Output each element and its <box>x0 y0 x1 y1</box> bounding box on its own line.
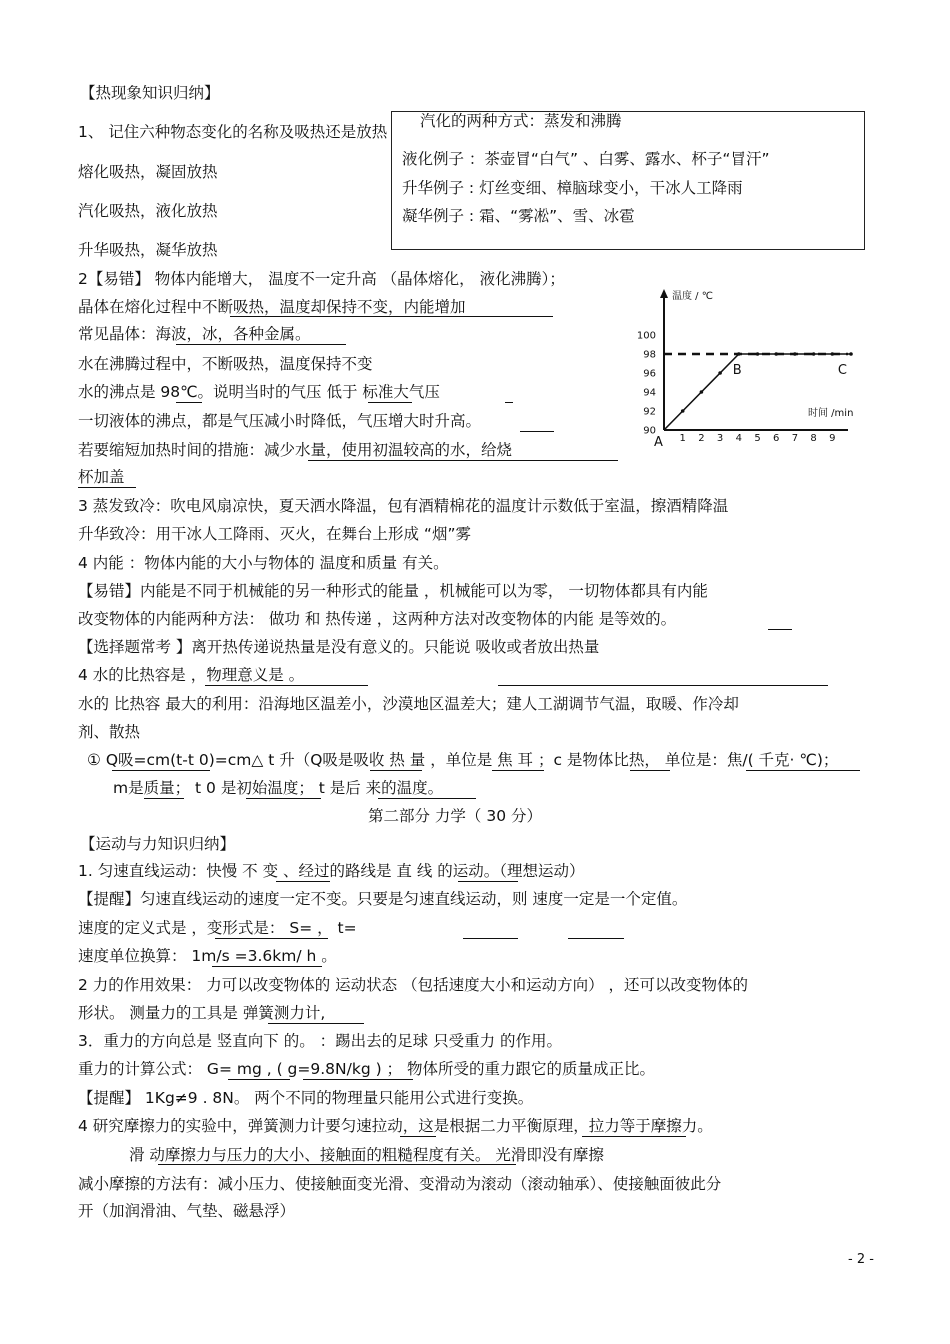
underline <box>176 344 346 345</box>
underline <box>370 770 422 771</box>
data-point <box>849 352 853 356</box>
data-point <box>681 409 685 413</box>
y-tick-label: 100 <box>636 330 656 342</box>
text-line: 形状。 测量力的工具是 弹簧测力计, <box>78 1004 326 1022</box>
page-number: - 2 - <box>848 1252 874 1267</box>
box-row-liquefaction: 液化例子 ：茶壶冒“白气” 、白雾、露水、杯子“冒汗” <box>402 150 770 168</box>
y-axis-arrow <box>660 289 668 298</box>
underline <box>215 938 328 939</box>
text-line: 【热现象知识归纳】 <box>80 84 220 102</box>
text-line: 常见晶体：海波，冰，各种金属。 <box>78 325 311 343</box>
box-row-desublimation: 凝华例子 : 霜、“雾凇”、雪、冰雹 <box>402 207 635 225</box>
text-line: 3 蒸发致冷：吹电风扇凉快，夏天洒水降温，包有酒精棉花的温度计示数低于室温，擦酒精降温 <box>78 497 729 515</box>
underline <box>246 798 321 799</box>
text-line: 1、 记住六种物态变化的名称及吸热还是放热 <box>78 123 388 141</box>
text-line: 2 力的作用效果： 力可以改变物体的 运动状态 （包括速度大小和运动方向） ，还可以改变物体的 <box>78 976 748 994</box>
text-line: 4 内能 ：物体内能的大小与物体的 温度和质量 有关。 <box>78 554 449 572</box>
x-tick-label: 4 <box>735 433 742 444</box>
text-line: 【提醒】 1Kg≠9 . 8N。 两个不同的物理量只能用公式进行变换。 <box>78 1089 534 1107</box>
x-axis-label: 时间 /min <box>808 408 854 419</box>
text-line: 第二部分 力学（ 30 分） <box>368 807 543 825</box>
data-point <box>756 352 760 356</box>
x-tick-label: 9 <box>829 433 836 444</box>
text-line: 水的 比热容 最大的利用：沿海地区温差小，沙漠地区温差大；建人工湖调节气温，取暖、作冷却 <box>78 695 739 713</box>
underline <box>568 938 624 939</box>
underline <box>498 685 828 686</box>
underline <box>205 685 368 686</box>
y-tick-label: 98 <box>643 349 656 361</box>
text-line: 速度的定义式是 ，变形式是： S= ， t= <box>78 919 357 937</box>
text-line: ① Q吸=cm(t-t 0)=cm△ t 升（Q吸是吸收 热 量 ，单位是 焦 耳 ；c 是物体比热， 单位是：焦/( 千克· ℃)； <box>87 751 839 769</box>
text-line: 开（加润滑油、气垫、磁悬浮） <box>78 1202 296 1220</box>
data-point <box>700 390 704 394</box>
x-tick-label: 6 <box>773 433 780 444</box>
data-point <box>793 352 797 356</box>
y-tick-label: 92 <box>643 406 656 418</box>
underline <box>458 881 518 882</box>
text-line: 速度单位换算： 1m/s =3.6km/ h 。 <box>78 947 337 965</box>
underline <box>505 402 513 403</box>
text-line: 水的沸点是 98℃。说明当时的气压 低于 标准大气压 <box>78 383 440 401</box>
text-line: m是质量； t 0 是初始温度； t 是后 来的温度。 <box>113 779 444 797</box>
x-tick-label: 3 <box>716 433 724 444</box>
underline <box>212 966 322 967</box>
box-row-sublimation: 升华例子 : 灯丝变细、樟脑球变小，干冰人工降雨 <box>402 179 743 197</box>
underline <box>492 770 544 771</box>
point-label-a: A <box>654 435 663 450</box>
underline <box>582 1136 686 1137</box>
text-line: 重力的计算公式： G= mg , ( g=9.8N/kg ) ； 物体所受的重力跟它的质量成正比。 <box>78 1060 655 1078</box>
underline <box>303 1079 413 1080</box>
text-line: 熔化吸热，凝固放热 <box>78 163 218 181</box>
underline <box>78 487 136 488</box>
text-line: 4 水的比热容是 ，物理意义是 。 <box>78 666 305 684</box>
text-line: 减小摩擦的方法有：减小压力、使接触面变光滑、变滑动为滚动（滚动轴承）、使接触面彼此分 <box>78 1175 722 1193</box>
text-line: 滑 动摩擦力与压力的大小、接触面的粗糙程度有关。 光滑即没有摩擦 <box>129 1146 604 1164</box>
underline <box>144 798 184 799</box>
text-line: 升华吸热，凝华放热 <box>78 241 218 259</box>
underline <box>520 431 554 432</box>
x-tick-label: 7 <box>791 433 799 444</box>
y-tick-label: 90 <box>643 425 656 437</box>
data-point <box>718 371 722 375</box>
text-line: 晶体在熔化过程中不断吸热，温度却保持不变，内能增加 <box>78 298 466 316</box>
data-point <box>831 352 835 356</box>
text-line: 汽化吸热，液化放热 <box>78 202 218 220</box>
text-line: 3．重力的方向总是 竖直向下 的。 ：踢出去的足球 只受重力 的作用。 <box>78 1032 562 1050</box>
boiling-temperature-chart <box>636 282 862 458</box>
text-line: 升华致冷：用干冰人工降雨、灭火，在舞台上形成 “烟”雾 <box>78 525 471 543</box>
underline <box>746 770 860 771</box>
text-line: 杯加盖 <box>78 468 125 486</box>
underline <box>630 770 670 771</box>
underline <box>400 1136 436 1137</box>
x-tick-label: 5 <box>754 433 761 444</box>
point-label-b: B <box>732 363 742 378</box>
x-tick-label: 8 <box>810 433 817 444</box>
underline <box>768 629 792 630</box>
state-change-examples-box <box>391 111 865 250</box>
x-tick-label: 1 <box>679 433 686 444</box>
text-line: 改变物体的内能两种方法： 做功 和 热传递 ，这两种方法对改变物体的内能 是等效的。 <box>78 610 677 628</box>
y-tick-label: 96 <box>643 368 656 380</box>
text-line: 2【易错】 物体内能增大， 温度不一定升高 （晶体熔化， 液化沸腾）； <box>78 270 565 288</box>
point-label-c: C <box>837 363 847 378</box>
underline <box>228 1079 290 1080</box>
data-point <box>812 352 816 356</box>
text-line: 若要缩短加热时间的措施：减少水量，使用初温较高的水，给烧 <box>78 441 513 459</box>
text-line: 4 研究摩擦力的实验中，弹簧测力计要匀速拉动，这是根据二力平衡原理，拉力等于摩擦力。 <box>78 1117 713 1135</box>
text-line: 【运动与力知识归纳】 <box>80 835 236 853</box>
text-line: 【提醒】匀速直线运动的速度一定不变。只要是匀速直线运动，则 速度一定是一个定值。 <box>78 890 688 908</box>
underline <box>276 881 330 882</box>
data-point <box>737 352 741 356</box>
text-line: 剂、散热 <box>78 723 141 741</box>
y-tick-label: 94 <box>643 387 656 399</box>
underline <box>308 460 618 461</box>
box-title: 汽化的两种方式：蒸发和沸腾 <box>420 112 622 130</box>
text-line: 【选择题常考 】离开热传递说热量是没有意义的。只能说 吸收或者放出热量 <box>78 638 600 656</box>
data-point <box>774 352 778 356</box>
underline <box>368 402 412 403</box>
x-tick-label: 2 <box>698 433 705 444</box>
underline <box>378 798 476 799</box>
underline <box>268 1023 364 1024</box>
text-line: 水在沸腾过程中，不断吸热，温度保持不变 <box>78 355 373 373</box>
underline <box>176 402 202 403</box>
y-axis-label: 温度 / ℃ <box>672 291 713 302</box>
text-line: 1. 匀速直线运动：快慢 不 变 、经过的路线是 直 线 的运动。（理想运动） <box>78 862 585 880</box>
text-line: 【易错】内能是不同于机械能的另一种形式的能量 ，机械能可以为零， 一切物体都具有内能 <box>78 582 708 600</box>
underline <box>112 770 210 771</box>
underline <box>463 938 518 939</box>
text-line: 一切液体的沸点，都是气压减小时降低，气压增大时升高。 <box>78 412 482 430</box>
